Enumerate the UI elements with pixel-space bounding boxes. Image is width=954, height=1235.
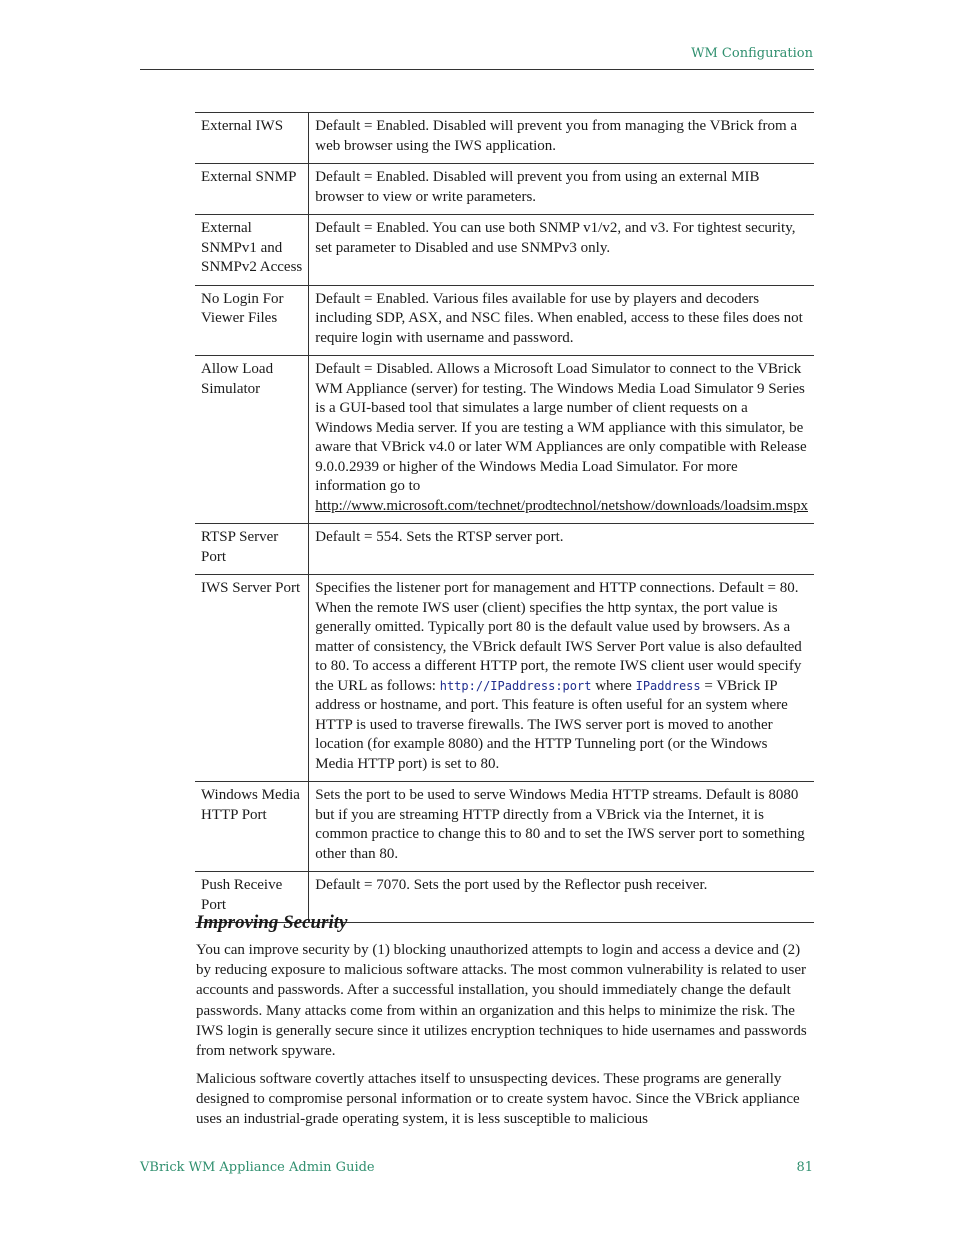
header-divider <box>140 69 814 70</box>
running-header: WM Configuration <box>691 46 813 61</box>
description-text: where <box>591 677 636 694</box>
param-name: External SNMPv1 and SNMPv2 Access <box>195 215 309 286</box>
param-name: IWS Server Port <box>195 575 309 782</box>
description-text: = VBrick IP address or hostname, and port. This feature is often useful for an system where HTTP is used to traverse firewalls. The IWS server port is moved to another location (for example 8080) and the HTTP Tunneling port (or the Windows Media HTTP port) is set to 80. <box>315 677 788 772</box>
table-row <box>195 215 814 286</box>
param-name: RTSP Server Port <box>195 524 309 575</box>
param-description: Default = Enabled. Disabled will prevent you from using an external MIB browser to view or write parameters. <box>309 164 814 215</box>
param-description: Default = Enabled. You can use both SNMP v1/v2, and v3. For tightest security, set parameter to Disabled and use SNMPv3 only. <box>309 215 814 286</box>
param-description: Default = Enabled. Various files available for use by players and decoders including SDP, ASX, and NSC files. When enabled, access to these files does not require login with username and password. <box>309 285 814 356</box>
description-text: Default = Disabled. Allows a Microsoft Load Simulator to connect to the VBrick WM Appliance (server) for testing. The Windows Media Load Simulator 9 Series is a GUI-based tool that simulates a large number of client requests on a Windows Media server. If you are testing a WM appliance with this simulator, be aware that VBrick v4.0 or later WM Appliances are only compatible with Release 9.0.0.2939 or higher of the Windows Media Load Simulator. For more information go to <box>315 361 807 494</box>
parameter-table <box>195 112 814 923</box>
description-text: Specifies the listener port for management and HTTP connections. Default = 80. When the remote IWS user (client) specifies the http syntax, the port value is generally omitted. Typically port 80 is the default value used by browsers. As a matter of consistency, the VBrick default IWS Server Port value is also defaulted to 80. To access a different HTTP port, the remote IWS client user would specify the URL as follows: <box>315 580 802 694</box>
table-row <box>195 356 814 524</box>
param-description <box>309 575 814 782</box>
loadsim-link[interactable]: http://www.microsoft.com/technet/prodtechnol/netshow/downloads/loadsim.mspx <box>315 497 808 514</box>
param-description: Sets the port to be used to serve Windows Media HTTP streams. Default is 8080 but if you are streaming HTTP directly from a VBrick via the Internet, it is common practice to change this to 80 and to set the IWS server port to something other than 80. <box>309 782 814 872</box>
param-description <box>309 356 814 524</box>
param-name: External IWS <box>195 113 309 164</box>
ipaddress-code: IPaddress <box>635 678 701 693</box>
param-name: Push Receive Port <box>195 872 309 923</box>
body-paragraph: You can improve security by (1) blocking unauthorized attempts to login and access a device and (2) by reducing exposure to malicious software attacks. The most common vulnerability is related to user accounts and passwords. After a successful installation, you should immediately change the default passwords. Many attacks come from within an organization and this helps to minimize the risk. The IWS login is generally secure since it utilizes encryption techniques to hide usernames and passwords from network spyware. <box>196 942 807 1060</box>
body-paragraph: Malicious software covertly attaches itself to unsuspecting devices. These programs are generally designed to compromise personal information or to create system havoc. Since the VBrick appliance uses an industrial-grade operating system, it is less susceptible to malicious <box>196 1071 800 1128</box>
param-name: No Login For Viewer Files <box>195 285 309 356</box>
page-number: 81 <box>796 1160 813 1175</box>
param-name: External SNMP <box>195 164 309 215</box>
url-syntax-code: http://IPaddress:port <box>439 678 592 693</box>
footer-guide-title: VBrick WM Appliance Admin Guide <box>140 1160 375 1175</box>
table-row <box>195 575 814 782</box>
param-description: Default = 554. Sets the RTSP server port. <box>309 524 814 575</box>
param-name: Allow Load Simulator <box>195 356 309 524</box>
param-description: Default = Enabled. Disabled will prevent you from managing the VBrick from a web browser using the IWS application. <box>309 113 814 164</box>
param-name: Windows Media HTTP Port <box>195 782 309 872</box>
table-row <box>195 164 814 215</box>
table-row <box>195 524 814 575</box>
section-heading: Improving Security <box>196 912 348 933</box>
table-row <box>195 782 814 872</box>
table-row <box>195 285 814 356</box>
table-row <box>195 113 814 164</box>
param-description: Default = 7070. Sets the port used by the Reflector push receiver. <box>309 872 814 923</box>
